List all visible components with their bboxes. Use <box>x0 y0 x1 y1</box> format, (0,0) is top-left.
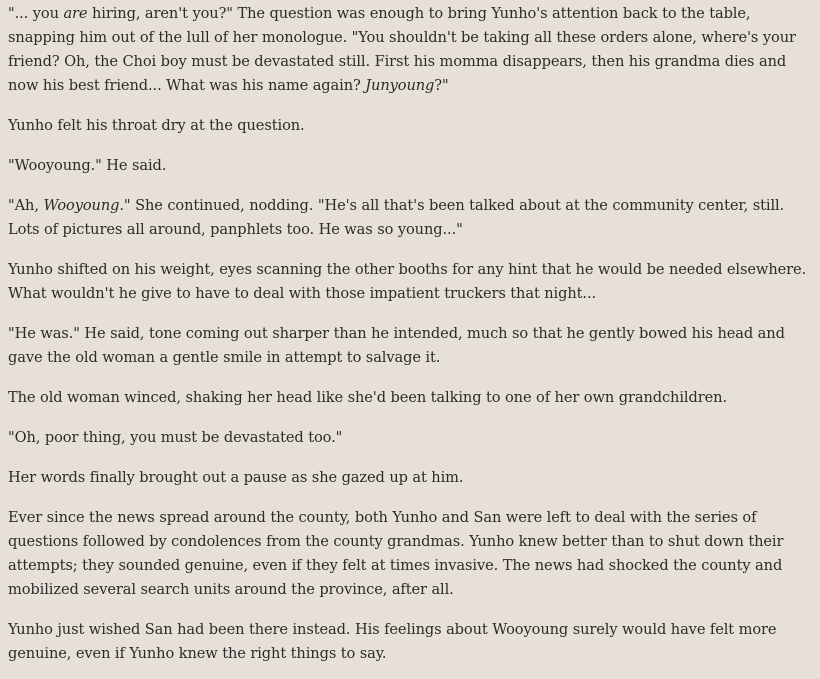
text-segment: Her words finally brought out a pause as she gazed up at him. <box>8 469 464 486</box>
paragraph <box>8 258 812 306</box>
text-segment: The old woman winced, shaking her head like she'd been talking to one of her own grandchildren. <box>8 389 727 406</box>
paragraph <box>8 114 812 138</box>
paragraph <box>8 194 812 242</box>
paragraph <box>8 386 812 410</box>
italic-text: are <box>63 5 88 22</box>
paragraph <box>8 466 812 490</box>
paragraph <box>8 154 812 178</box>
text-segment: "Wooyoung." He said. <box>8 157 167 174</box>
text-segment: "Ah, <box>8 197 44 214</box>
text-segment: "... you <box>8 5 64 22</box>
text-segment: Yunho just wished San had been there instead. His feelings about Wooyoung surely would have felt more genuine, even if Yunho knew the right things to say. <box>8 621 777 662</box>
text-segment: Ever since the news spread around the county, both Yunho and San were left to deal with the series of questions followed by condolences from the county grandmas. Yunho knew better than to shut down their attempts; they sounded genuine, even if they felt at times invasive. The news had shocked the county and mobilized several search units around the province, after all. <box>8 509 784 598</box>
italic-text: Junyoung <box>365 77 435 94</box>
text-segment: "Oh, poor thing, you must be devastated too." <box>8 429 343 446</box>
text-segment: ." She continued, nodding. "He's all that's been talked about at the community center, still. Lots of pictures all around, panphlets too. He was so young..." <box>8 197 785 238</box>
text-segment: ?" <box>434 77 449 94</box>
paragraph <box>8 426 812 450</box>
paragraph <box>8 2 812 98</box>
text-segment: "He was." He said, tone coming out sharper than he intended, much so that he gently bowed his head and gave the old woman a gentle smile in attempt to salvage it. <box>8 325 785 366</box>
text-segment: hiring, aren't you?" The question was enough to bring Yunho's attention back to the table, snapping him out of the lull of her monologue. "You shouldn't be taking all these orders alone, where's your friend? Oh, the Choi boy must be devastated still. First his momma disappears, then his grandma dies and now his best friend... What was his name again? <box>8 5 796 94</box>
text-segment: Yunho felt his throat dry at the question. <box>8 117 305 134</box>
text-segment: Yunho shifted on his weight, eyes scanning the other booths for any hint that he would be needed elsewhere. What wouldn't he give to have to deal with those impatient truckers that night... <box>8 261 807 302</box>
paragraph <box>8 506 812 602</box>
paragraph <box>8 322 812 370</box>
italic-text: Wooyoung <box>43 197 120 214</box>
paragraph <box>8 618 812 666</box>
